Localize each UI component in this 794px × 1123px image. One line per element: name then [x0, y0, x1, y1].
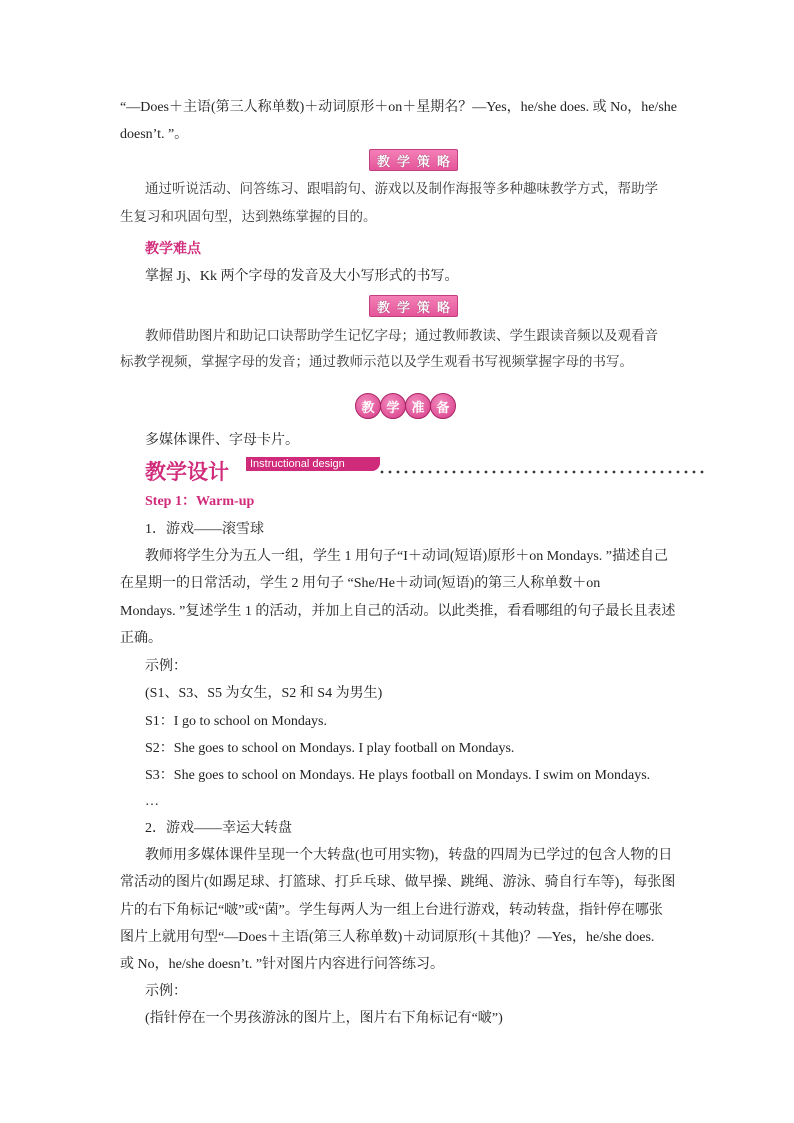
strategy-badge-label: 教学策略: [376, 300, 457, 316]
strategy-text: 生复习和巩固句型，达到熟练掌握的目的。: [120, 209, 377, 224]
game-title: 2．游戏——幸运大转盘: [145, 821, 292, 836]
paragraph-line: 或 No，he/she doesn’t. ”针对图片内容进行问答练习。: [120, 957, 445, 972]
paragraph-line: 教师将学生分为五人一组，学生 1 用句子“I＋动词(短语)原形＋on Mondays. ”描述自己: [145, 549, 669, 564]
intro-line: “—Does＋主语(第三人称单数)＋动词原形＋on＋星期名？—Yes，he/she does. 或 No，he/she: [120, 100, 677, 115]
game-title: 1．游戏——滚雪球: [145, 522, 264, 537]
strategy-text: 标教学视频，掌握字母的发音；通过教师示范以及学生观看书写视频掌握字母的书写。: [120, 354, 633, 369]
ellipsis: …: [145, 794, 159, 809]
section-subtitle: Instructional design: [246, 457, 380, 471]
prep-badge-char: 备: [430, 393, 456, 419]
example-label: 示例：: [145, 659, 187, 674]
paragraph-line: 教师用多媒体课件呈现一个大转盘(也可用实物)，转盘的四周为已学过的包含人物的日: [145, 848, 673, 863]
section-title: 教学设计: [145, 460, 229, 484]
paragraph-line: 正确。: [120, 631, 162, 646]
intro-line: doesn’t. ”。: [120, 127, 189, 142]
prep-badge: [355, 393, 455, 419]
example-note: (S1、S3、S5 为女生，S2 和 S4 为男生): [145, 686, 383, 701]
strategy-text: 教师借助图片和助记口诀帮助学生记忆字母；通过教师教读、学生跟读音频以及观看音: [145, 328, 658, 343]
difficulty-text: 掌握 Jj、Kk 两个字母的发音及大小写形式的书写。: [145, 269, 459, 284]
step-title: Step 1：Warm-up: [145, 494, 255, 509]
prep-badge-char: 教: [355, 393, 381, 419]
strategy-badge: [369, 295, 458, 317]
example-sentence: S1：I go to school on Mondays.: [145, 714, 327, 729]
prep-badge-char: 学: [380, 393, 406, 419]
example-sentence: S3：She goes to school on Mondays. He plays football on Mondays. I swim on Mondays.: [145, 768, 651, 783]
example-label: 示例：: [145, 984, 187, 999]
paragraph-line: 片的右下角标记“啵”或“菌”。学生每两人为一组上台进行游戏，转动转盘，指针停在哪张: [120, 903, 663, 918]
difficulty-title: 教学难点: [145, 242, 201, 257]
dotted-divider: [378, 470, 708, 474]
paragraph-line: 图片上就用句型“—Does＋主语(第三人称单数)＋动词原形(＋其他)？—Yes，he/she does.: [120, 930, 655, 945]
strategy-badge-label: 教学策略: [376, 154, 457, 170]
paragraph-line: Mondays. ”复述学生 1 的活动，并加上自己的活动。以此类推，看看哪组的句子最长且表述: [120, 604, 676, 619]
prep-text: 多媒体课件、字母卡片。: [145, 433, 299, 448]
strategy-text: 通过听说活动、问答练习、跟唱韵句、游戏以及制作海报等多种趣味教学方式，帮助学: [145, 181, 658, 196]
paragraph-line: 常活动的图片(如踢足球、打篮球、打乒乓球、做早操、跳绳、游泳、骑自行车等)，每张图: [120, 875, 676, 890]
strategy-badge: [369, 149, 458, 171]
example-sentence: S2：She goes to school on Mondays. I play football on Mondays.: [145, 741, 515, 756]
example-note: (指针停在一个男孩游泳的图片上，图片右下角标记有“啵”): [145, 1011, 503, 1026]
prep-badge-char: 准: [405, 393, 431, 419]
paragraph-line: 在星期一的日常活动，学生 2 用句子 “She/He＋动词(短语)的第三人称单数＋on: [120, 576, 601, 591]
